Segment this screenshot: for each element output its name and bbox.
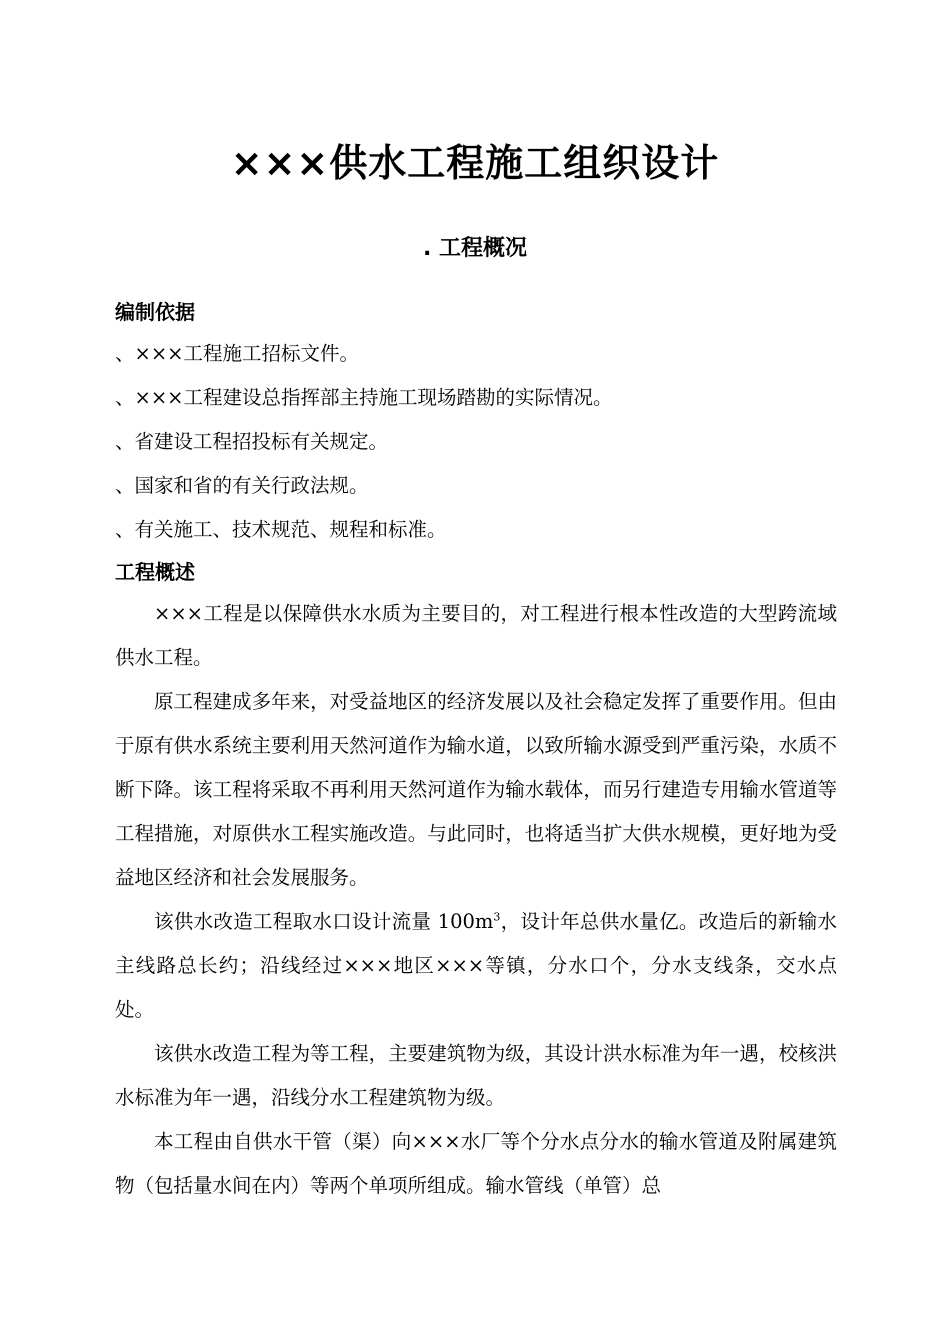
basis-heading: 编制依据 <box>115 300 195 324</box>
overview-paragraph: ×××工程是以保障供水水质为主要目的，对工程进行根本性改造的大型跨流域供水工程。 <box>115 602 837 669</box>
cubic-superscript: 3 <box>493 910 501 924</box>
overview-paragraph-flow <box>115 900 837 1032</box>
flow-text-after: ，设计年总供水量亿。改造后的新输水主线路总长约；沿线经过×××地区×××等镇，分水口个，分水支线条，交水点处。 <box>115 910 837 1021</box>
overview-heading: 工程概述 <box>115 560 195 584</box>
overview-body <box>115 592 837 1208</box>
basis-item: 、国家和省的有关行政法规。 <box>115 474 369 497</box>
overview-paragraph: 本工程由自供水干管（渠）向×××水厂等个分水点分水的输水管道及附属建筑物（包括量水间在内）等两个单项所组成。输水管线（单管）总 <box>115 1130 837 1197</box>
overview-paragraph: 该供水改造工程为等工程，主要建筑物为级，其设计洪水标准为年一遇，校核洪水标准为年一遇，沿线分水工程建筑物为级。 <box>115 1042 837 1109</box>
flow-text-before: 该供水改造工程取水口设计流量 100m <box>154 910 494 933</box>
basis-item: 、省建设工程招投标有关规定。 <box>115 430 389 453</box>
basis-item: 、×××工程施工招标文件。 <box>115 342 360 365</box>
section-title: . 工程概况 <box>422 236 528 261</box>
basis-item: 、有关施工、技术规范、规程和标准。 <box>115 518 447 541</box>
basis-item: 、×××工程建设总指挥部主持施工现场踏勘的实际情况。 <box>115 386 613 409</box>
document-title: ×××供水工程施工组织设计 <box>230 141 720 185</box>
overview-paragraph: 原工程建成多年来，对受益地区的经济发展以及社会稳定发挥了重要作用。但由于原有供水系统主要利用天然河道作为输水道，以致所输水源受到严重污染，水质不断下降。该工程将采取不再利用天然河道作为输水载体，而另行建造专用输水管道等工程措施，对原供水工程实施改造。与此同时，也将适当扩大供水规模，更好地为受益地区经济和社会发展服务。 <box>115 690 837 889</box>
